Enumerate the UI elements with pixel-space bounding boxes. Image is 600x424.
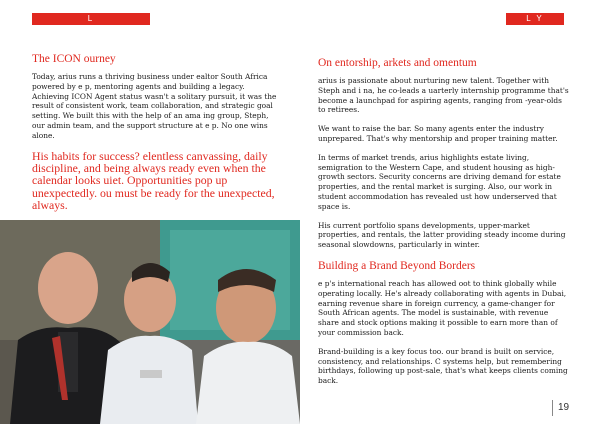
brand-paragraph-1: e p's international reach has allowed oot to think globally while operating locally. He's already collaborating with agents in Dubai, earning revenue share in foreign currency, a game-changer for South African agents. The model is sustainable, with revenue share and stock options making it possible to earn more than of your commission back. bbox=[318, 278, 567, 337]
mentorship-paragraph-1: arius is passionate about nurturing new talent. Together with Steph and i na, he co-leads a uarterly internship programme that's become a launchpad for aspiring agents, ranging from -year-olds to retirees. bbox=[318, 76, 569, 115]
pull-quote: His habits for success? elentless canvassing, daily discipline, and being always ready even when the calendar looks uiet. Opportunities pop up unexpectedly. ou must be ready for the unexpected, always. bbox=[32, 148, 275, 213]
section-tab-left: L bbox=[32, 13, 150, 25]
mentorship-heading: On entorship, arkets and omentum bbox=[318, 57, 477, 69]
page-number: 19 bbox=[552, 400, 569, 416]
section-tab-right: L Y bbox=[506, 13, 564, 25]
brand-heading: Building a Brand Beyond Borders bbox=[318, 259, 476, 272]
mentorship-paragraph-3: In terms of market trends, arius highlights estate living, semigration to the Western Cape, and student housing as high-growth sectors. Security concerns are driving demand for estate properties, and the rental market is surging. Also, our work in student accommodation has revealed ust how underserved that space is. bbox=[318, 152, 561, 211]
icon-journey-heading: The ICON ourney bbox=[32, 53, 116, 65]
brand-paragraph-2: Brand-building is a key focus too. our brand is built on service, consistency, and relationships. C systems help, but remembering birthdays, following up post-sale, that's what keeps clients coming back. bbox=[318, 346, 568, 386]
mentorship-paragraph-2: We want to raise the bar. So many agents enter the industry unprepared. That's why mentorship and proper training matter. bbox=[318, 124, 558, 143]
team-photo bbox=[0, 220, 300, 424]
left-column bbox=[32, 52, 282, 212]
mentorship-paragraph-4: His current portfolio spans developments, upper-market properties, and rentals, the latter providing steady income during seasonal slowdowns, particularly in winter. bbox=[318, 220, 566, 250]
icon-journey-paragraph: Today, arius runs a thriving business under ealtor South Africa powered by e p, mentoring agents and building a legacy. Achieving ICON Agent status wasn't a solitary pursuit, it was the result of consistent work, team collaboration, and strategic goal setting. We built this with the help of an ama ing group, Steph, our admin team, and the support structure at e p. No one wins alone. bbox=[32, 72, 277, 140]
right-column bbox=[318, 56, 570, 395]
